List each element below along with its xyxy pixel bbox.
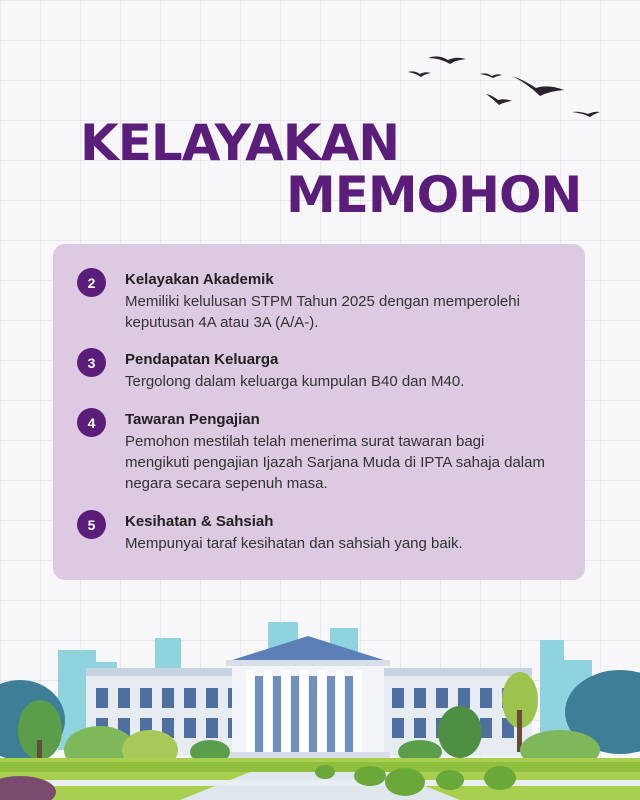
bird-icon <box>512 76 564 96</box>
item-title: Pendapatan Keluarga <box>125 351 279 368</box>
bird-icon <box>480 73 502 78</box>
page-title-line-2: MEMOHON <box>286 166 582 224</box>
item-number-badge: 5 <box>77 510 106 539</box>
item-number-badge: 3 <box>77 348 106 377</box>
item-number-badge: 2 <box>77 268 106 297</box>
bird-icon <box>428 56 466 64</box>
item-description: Tergolong dalam keluarga kumpulan B40 dan M40. <box>125 373 465 390</box>
bird-icon <box>572 112 600 117</box>
bird-icon <box>486 94 512 105</box>
item-description: Pemohon mestilah telah menerima surat tawaran bagi mengikuti pengajian Ijazah Sarjana Muda di IPTA sahaja dalam negara secara sepenuh masa. <box>125 433 545 492</box>
birds-illustration <box>400 50 610 125</box>
bird-icon <box>408 71 431 77</box>
item-number-badge: 4 <box>77 408 106 437</box>
university-building-illustration <box>0 600 640 800</box>
item-title: Kesihatan & Sahsiah <box>125 513 274 530</box>
page-title-line-1: KELAYAKAN <box>80 114 400 172</box>
item-description: Memiliki kelulusan STPM Tahun 2025 dengan memperolehi keputusan 4A atau 3A (A/A-). <box>125 293 520 331</box>
item-title: Tawaran Pengajian <box>125 411 260 428</box>
item-description: Mempunyai taraf kesihatan dan sahsiah yang baik. <box>125 535 463 552</box>
item-title: Kelayakan Akademik <box>125 271 274 288</box>
eligibility-card <box>53 244 585 580</box>
